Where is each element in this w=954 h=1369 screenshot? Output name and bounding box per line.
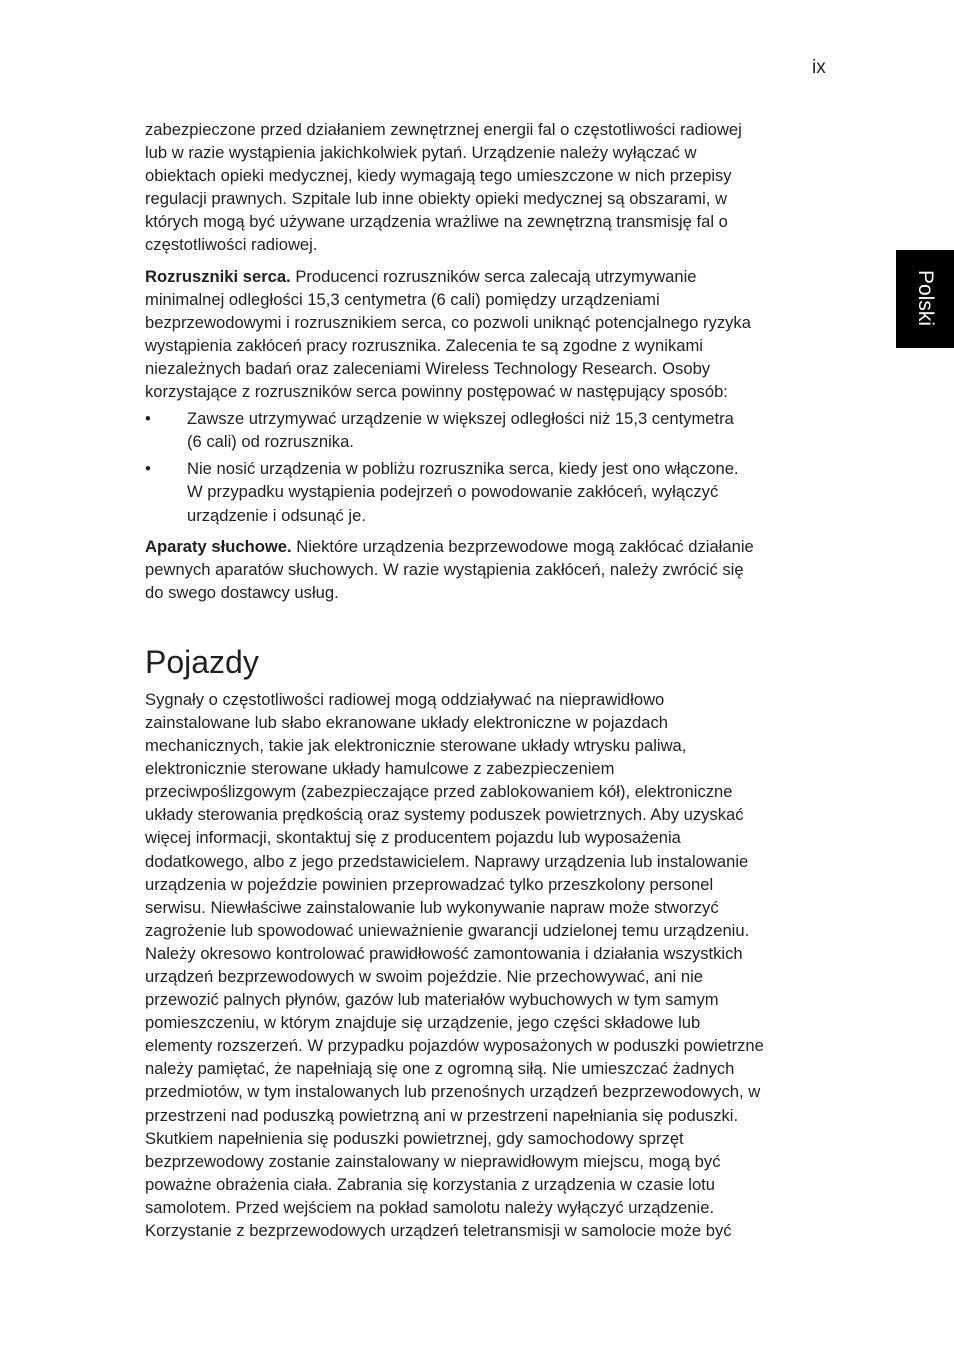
text-line: (6 cali) od rozrusznika. xyxy=(187,432,354,452)
text-line: Należy okresowo kontrolować prawidłowość zamontowania i działania wszystkich xyxy=(145,943,743,963)
text-line: urządzenia w pojeździe powinien przeprowadzać tylko przeszkolony personel xyxy=(145,874,714,894)
text-line: do swego dostawcy usług. xyxy=(145,582,339,602)
language-tab xyxy=(896,250,954,348)
text-line: samolotem. Przed wejściem na pokład samolotu należy wyłączyć urządzenie. xyxy=(145,1197,715,1217)
text-line: Sygnały o częstotliwości radiowej mogą oddziaływać na nieprawidłowo xyxy=(145,689,665,709)
text-line: przestrzeni nad poduszką powietrzną ani w przestrzeni napełniania się poduszki. xyxy=(145,1105,739,1125)
hearing-aids-lead: Aparaty słuchowe. xyxy=(145,536,292,556)
bullet-mark: • xyxy=(145,459,151,479)
list-item xyxy=(145,407,835,453)
text-line: przeciwpoślizgowym (zabezpieczające przed zablokowaniem kół), elektroniczne xyxy=(145,782,733,802)
text-line: elementy rozszerzeń. W przypadku pojazdów wyposażonych w poduszki powietrzne xyxy=(145,1036,764,1056)
language-tab-label: Polski xyxy=(914,269,937,327)
text-line: pewnych aparatów słuchowych. W razie wystąpienia zakłóceń, należy zwrócić się xyxy=(145,559,744,579)
text-line: minimalnej odległości 15,3 centymetra (6 cali) pomiędzy urządzeniami xyxy=(145,289,660,309)
hearing-aids-paragraph xyxy=(145,535,835,604)
text-line: Nie nosić urządzenia w pobliżu rozrusznika serca, kiedy jest ono włączone. xyxy=(187,459,739,479)
text-line: pomieszczeniu, w którym znajduje się urządzenie, jego części składowe lub xyxy=(145,1013,701,1033)
text-line: korzystające z rozruszników serca powinny postępować w następujący sposób: xyxy=(145,382,728,402)
text-line: Skutkiem napełnienia się poduszki powietrznej, gdy samochodowy sprzęt xyxy=(145,1128,684,1148)
text-line: urządzenie i odsunąć je. xyxy=(187,505,366,525)
section-heading-vehicles: Pojazdy xyxy=(145,643,259,680)
page-number: ix xyxy=(812,57,826,78)
text-line: których mogą być używane urządzenia wrażliwe na zewnętrzną transmisję fal o xyxy=(145,212,728,232)
text-line: W przypadku wystąpienia podejrzeń o powodowanie zakłóceń, wyłączyć xyxy=(187,482,719,502)
text-line: obiektach opieki medycznej, kiedy wymagają tego umieszczone w nich przepisy xyxy=(145,166,732,186)
text-line: serwisu. Niewłaściwe zainstalowanie lub wykonywanie napraw może stworzyć xyxy=(145,897,719,917)
text-line: lub w razie wystąpienia jakichkolwiek pytań. Urządzenie należy wyłączać w xyxy=(145,143,697,163)
text-line: bezprzewodowy zostanie zainstalowany w nieprawidłowym miejscu, mogą być xyxy=(145,1151,721,1171)
text-line: Korzystanie z bezprzewodowych urządzeń teletransmisji w samolocie może być xyxy=(145,1221,732,1241)
vehicles-paragraph xyxy=(145,688,835,1242)
pacemaker-advice-list xyxy=(145,407,835,526)
text-line: Producenci rozruszników serca zalecają utrzymywanie xyxy=(290,266,697,286)
text-line: wystąpienia zakłóceń pracy rozrusznika. Zalecenia te są zgodne z wynikami xyxy=(145,335,703,355)
text-line: częstotliwości radiowej. xyxy=(145,235,318,255)
bullet-mark: • xyxy=(145,409,151,429)
text-line: dodatkowego, albo z jego przedstawicielem. Naprawy urządzenia lub instalowanie xyxy=(145,851,749,871)
list-item xyxy=(145,457,835,526)
text-line: poważne obrażenia ciała. Zabrania się korzystania z urządzenia w czasie lotu xyxy=(145,1174,716,1194)
text-line: Niektóre urządzenia bezprzewodowe mogą zakłócać działanie xyxy=(291,536,754,556)
text-line: należy pamiętać, że napełniają się one z ogromną siłą. Nie umieszczać żadnych xyxy=(145,1059,735,1079)
pacemakers-lead: Rozruszniki serca. xyxy=(145,266,291,286)
pacemakers-paragraph xyxy=(145,265,835,404)
text-line: elektronicznie sterowane układy hamulcowe z zabezpieczeniem xyxy=(145,759,615,779)
text-line: zainstalowane lub słabo ekranowane układy elektroniczne w pojazdach xyxy=(145,712,669,732)
text-line: przedmiotów, w tym instalowanych lub przenośnych urządzeń bezprzewodowych, w xyxy=(145,1082,761,1102)
intro-paragraph xyxy=(145,118,835,257)
text-line: układy sterowania prędkością oraz systemy poduszek powietrznych. Aby uzyskać xyxy=(145,805,744,825)
text-line: niezależnych badań oraz zaleceniami Wireless Technology Research. Osoby xyxy=(145,358,711,378)
text-line: mechanicznych, takie jak elektronicznie sterowane układy wtrysku paliwa, xyxy=(145,736,687,756)
text-line: Zawsze utrzymywać urządzenie w większej odległości niż 15,3 centymetra xyxy=(187,409,734,429)
text-line: bezprzewodowymi i rozrusznikiem serca, co pozwoli uniknąć potencjalnego ryzyka xyxy=(145,312,751,332)
text-line: więcej informacji, skontaktuj się z producentem pojazdu lub wyposażenia xyxy=(145,828,681,848)
text-line: urządzeń bezprzewodowych w swoim pojeździe. Nie przechowywać, ani nie xyxy=(145,967,703,986)
text-line: przewozić palnych płynów, gazów lub materiałów wybuchowych w tym samym xyxy=(145,990,719,1010)
page-content xyxy=(145,118,835,1242)
text-line: zagrożenie lub spowodować unieważnienie gwarancji udzielonej temu urządzeniu. xyxy=(145,920,750,940)
text-line: zabezpieczone przed działaniem zewnętrznej energii fal o częstotliwości radiowej xyxy=(145,120,742,139)
text-line: regulacji prawnych. Szpitale lub inne obiekty opieki medycznej są obszarami, w xyxy=(145,189,727,209)
